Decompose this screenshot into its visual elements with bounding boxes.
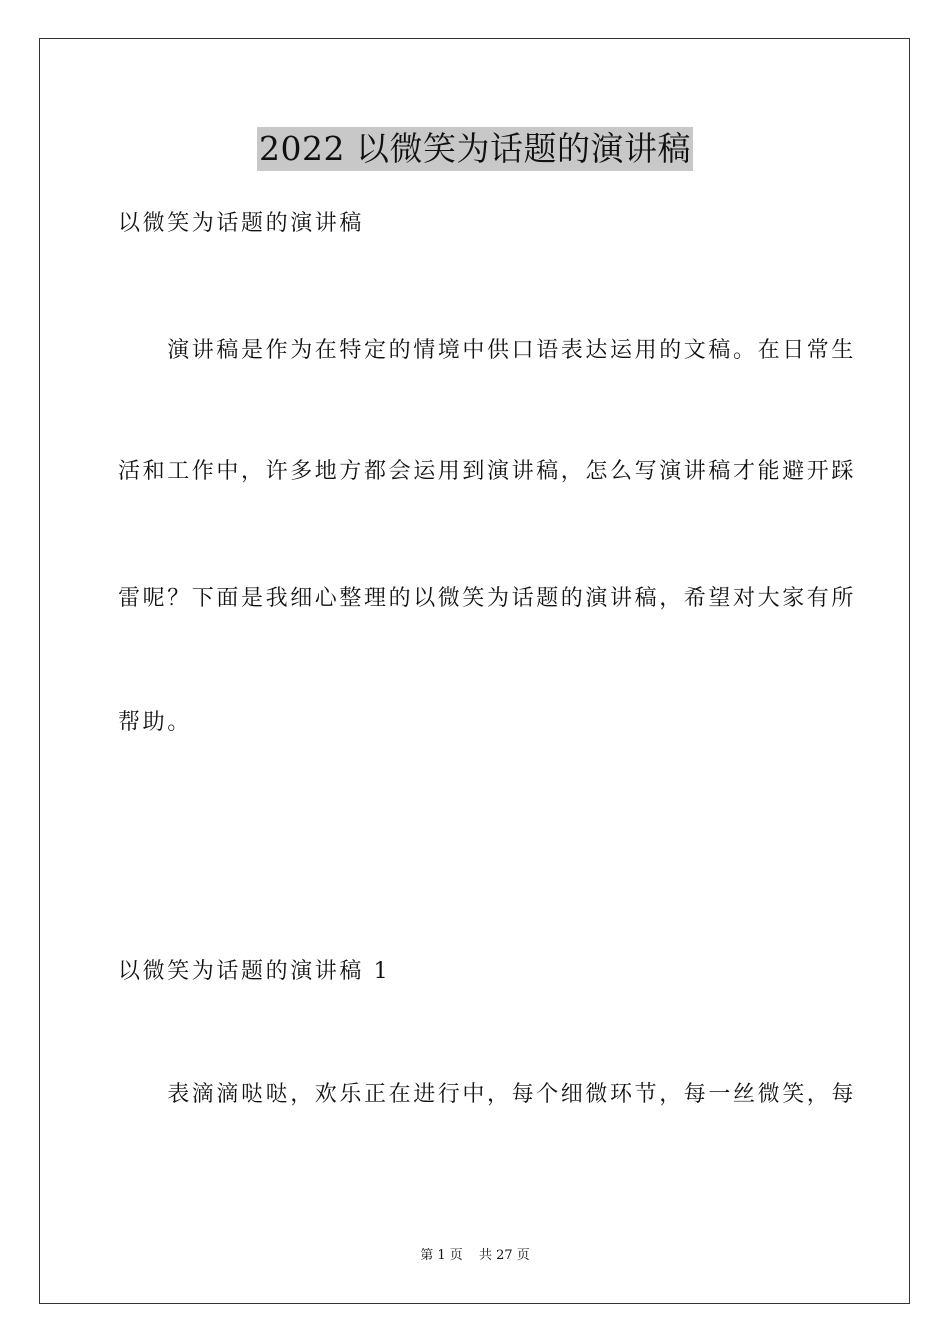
document-title: 2022 以微笑为话题的演讲稿 xyxy=(257,127,693,171)
total-pages: 共 27 页 xyxy=(478,1248,530,1263)
section-heading: 以微笑为话题的演讲稿 1 xyxy=(118,959,391,984)
paragraph-line: 演讲稿是作为在特定的情境中供口语表达运用的文稿。在日常生 xyxy=(118,338,857,363)
document-subtitle: 以微笑为话题的演讲稿 xyxy=(118,211,365,236)
title-container xyxy=(0,127,950,171)
paragraph-line: 表滴滴哒哒，欢乐正在进行中，每个细微环节，每一丝微笑，每 xyxy=(118,1082,857,1107)
paragraph-line: 雷呢？下面是我细心整理的以微笑为话题的演讲稿，希望对大家有所 xyxy=(118,586,857,611)
paragraph-line: 帮助。 xyxy=(118,710,192,735)
paragraph-line: 活和工作中，许多地方都会运用到演讲稿，怎么写演讲稿才能避开踩 xyxy=(118,459,857,484)
page-number: 第 1 页 xyxy=(420,1248,463,1263)
page-footer xyxy=(0,1247,950,1265)
